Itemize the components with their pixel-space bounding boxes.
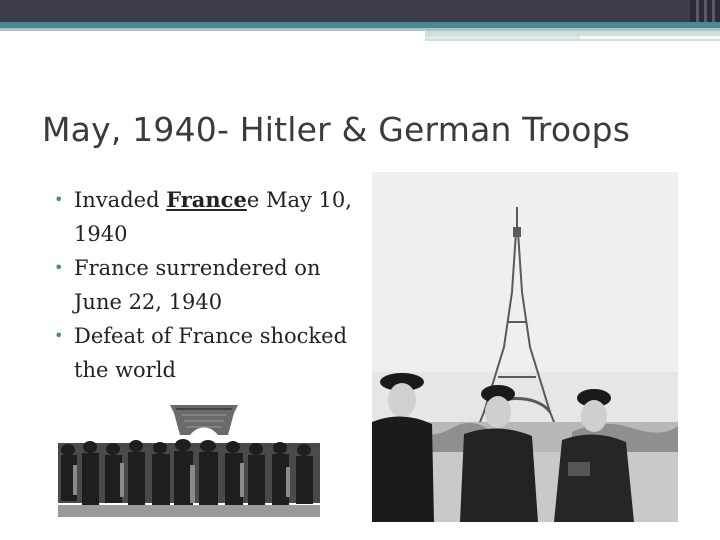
troops-marching-photo	[58, 405, 320, 517]
header-accent-line	[425, 39, 720, 41]
bullet-marker: •	[54, 258, 64, 277]
bullet-text-pre: Invaded	[74, 188, 167, 212]
bullet-item	[54, 319, 354, 387]
slide-header-bar	[0, 0, 720, 22]
bullet-marker: •	[54, 190, 64, 209]
france-link[interactable]: France	[166, 187, 247, 212]
slide-header-corner	[690, 0, 720, 22]
officers-eiffel-tower-photo	[372, 172, 678, 522]
bullet-list	[54, 183, 354, 387]
bullet-text: Defeat of France shocked the world	[74, 324, 348, 382]
bullet-text-post: e May 10, 1940	[74, 188, 352, 246]
bullet-marker: •	[54, 326, 64, 345]
bullet-item	[54, 183, 354, 251]
bullet-text: France surrendered on June 22, 1940	[74, 256, 321, 314]
slide-title: May, 1940- Hitler & German Troops	[42, 110, 631, 149]
bullet-item	[54, 251, 354, 319]
